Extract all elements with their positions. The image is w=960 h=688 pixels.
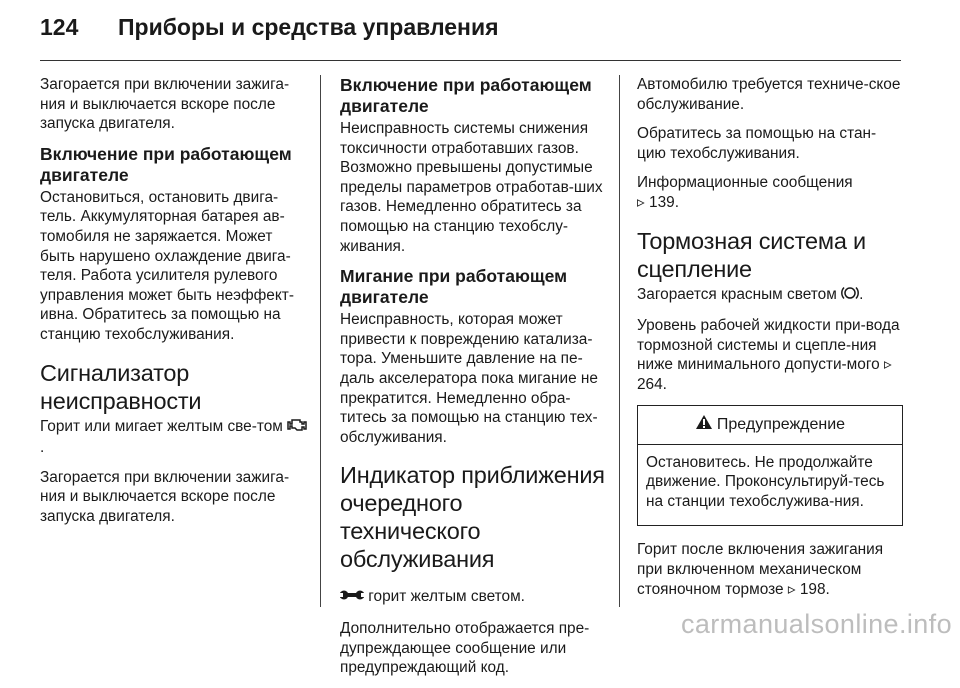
paragraph: Дополнительно отображается пре-дупреждающее сообщение или предупреждающий код. (340, 619, 590, 677)
column-right (637, 75, 903, 609)
subheading: Включение при работающем двигателе (340, 75, 592, 116)
paragraph: Загорается красным светом . (637, 285, 903, 307)
paragraph: Загорается при включении зажига-ния и выключается вскоре после запуска двигателя. (40, 76, 290, 133)
warning-triangle-icon (695, 414, 713, 435)
warning-header (638, 406, 902, 445)
page-ref-arrow-icon: ▹ (883, 356, 892, 374)
page-title: Приборы и средства управления (118, 14, 499, 40)
warning-text: Остановитесь. Не продолжайте движение. Проконсультируй-тесь на станции техобслужива-ния. (646, 453, 885, 510)
engine-check-icon (287, 417, 307, 439)
page-ref[interactable]: 139. (649, 193, 679, 211)
paragraph: горит желтым светом. (340, 587, 605, 609)
paragraph: Уровень рабочей жидкости при-вода тормозной системы и сцепле-ния ниже минимального допусти-мого ▹ 264. (637, 317, 900, 393)
page-ref-arrow-icon: ▹ (637, 193, 645, 211)
paragraph: Автомобилю требуется техниче-ское обслуживание. (637, 76, 901, 113)
watermark: carmanualsonline.info (680, 609, 952, 639)
page-ref-arrow-icon: ▹ (787, 580, 796, 598)
warning-title: Предупреждение (716, 415, 846, 433)
page-ref[interactable]: 198. (799, 580, 830, 598)
column-divider (619, 75, 620, 607)
page-ref[interactable]: 264. (637, 375, 667, 393)
section-heading: Индикатор приближения очередного технического обслуживания (340, 462, 605, 573)
warning-box (637, 405, 903, 527)
paragraph: Информационные сообщения ▹ 139. (637, 174, 853, 211)
paragraph: Обратитесь за помощью на стан-цию техобслуживания. (637, 125, 877, 162)
section-heading: Сигнализатор неисправности (40, 359, 202, 414)
header-rule (40, 60, 901, 61)
wrench-icon (340, 588, 364, 609)
page-number: 124 (40, 14, 79, 40)
section-heading: Тормозная система и сцепление (637, 227, 866, 282)
column-divider (320, 75, 321, 607)
paragraph: Неисправность, которая может привести к повреждению катализа-тора. Уменьшите давление на пе-даль акселератора пока мигание не прекратится. Немедленно обра-титесь за помощью на станцию тех-обслуживания. (340, 311, 598, 446)
paragraph: Загорается при включении зажига-ния и выключается вскоре после запуска двигателя. (40, 468, 290, 525)
column-left (40, 75, 308, 537)
brake-warning-icon (841, 285, 859, 307)
paragraph: Горит или мигает желтым све-том . (40, 417, 308, 458)
paragraph: Горит после включения зажигания при включенном механическом стояночном тормозе ▹ 198. (637, 541, 884, 598)
subheading: Включение при работающем двигателе (40, 143, 292, 185)
paragraph: Остановиться, остановить двига-тель. Аккумуляторная батарея ав-томобиля не заряжается. Может быть нарушено охлаждение двига-теля. Работа усилителя рулевого управления может быть неэффект-ивна. Обратитесь за помощью на станцию техобслуживания. (40, 188, 294, 343)
column-middle (340, 75, 605, 688)
paragraph: Неисправность системы снижения токсичности отработавших газов. Возможно превышены допустимые пределы параметров отработав-ших газов. Немедленно обратитесь за помощью на станцию техобслу-живания. (340, 120, 603, 255)
warning-body (638, 445, 902, 526)
subheading: Мигание при работающем двигателе (340, 266, 568, 308)
